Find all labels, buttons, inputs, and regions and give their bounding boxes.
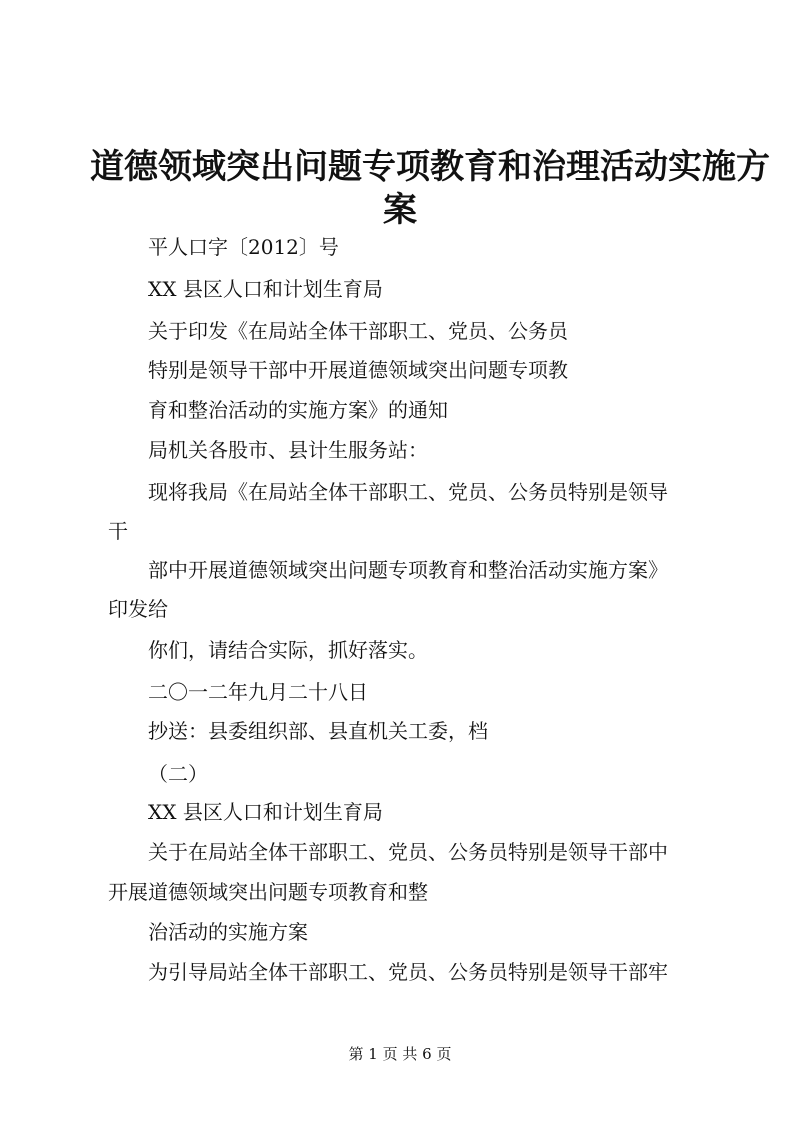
recipients: 局机关各股市、县计生服务站： (148, 438, 428, 462)
notice-title-line-2: 特别是领导干部中开展道德领域突出问题专项教 (148, 358, 568, 382)
document-number: 平人口字〔2012〕号 (148, 235, 339, 259)
copy-to: 抄送：县委组织部、县直机关工委，档 (148, 719, 488, 743)
notice-date: 二〇一二年九月二十八日 (148, 680, 368, 704)
issuing-agency: XX 县区人口和计划生育局 (148, 277, 383, 301)
plan-title-line-1: 关于在局站全体干部职工、党员、公务员特别是领导干部中 (148, 840, 668, 864)
notice-title-line-3: 育和整治活动的实施方案》的通知 (148, 398, 448, 422)
notice-title-line-1: 关于印发《在局站全体干部职工、党员、公务员 (148, 319, 568, 343)
plan-body-line-1: 为引导局站全体干部职工、党员、公务员特别是领导干部牢 (148, 960, 668, 984)
body-paragraph-line-3: 部中开展道德领域突出问题专项教育和整治活动实施方案》 (148, 558, 668, 582)
section-heading: （二） (148, 762, 208, 786)
body-paragraph-line-4: 印发给 (108, 597, 168, 621)
body-paragraph-line-2: 干 (108, 519, 128, 543)
section-agency: XX 县区人口和计划生育局 (148, 800, 383, 824)
document-title-line-2: 案 (383, 190, 417, 230)
plan-title-line-3: 治活动的实施方案 (148, 920, 308, 944)
body-paragraph-line-5: 你们，请结合实际，抓好落实。 (148, 638, 428, 662)
document-title-line-1: 道德领域突出问题专项教育和治理活动实施方 (90, 147, 770, 187)
plan-title-line-2: 开展道德领域突出问题专项教育和整 (108, 880, 428, 904)
page-footer: 第 1 页 共 6 页 (348, 1045, 452, 1063)
body-paragraph-line-1: 现将我局《在局站全体干部职工、党员、公务员特别是领导 (148, 480, 668, 504)
